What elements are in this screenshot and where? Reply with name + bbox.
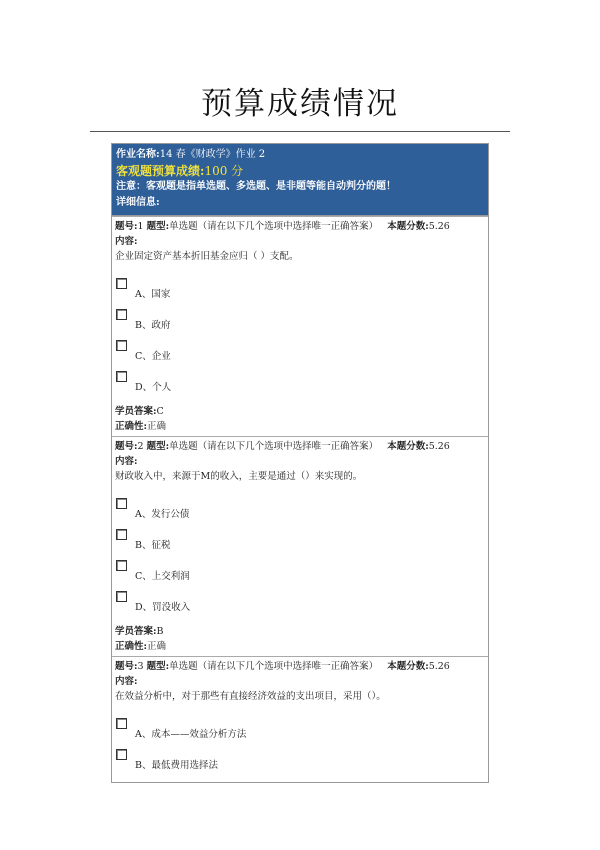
option-row[interactable] — [115, 718, 485, 749]
correctness-label: 正确性: — [115, 421, 148, 432]
correctness-value: 正确 — [147, 641, 167, 652]
content-label: 内容: — [115, 456, 138, 467]
checkbox-icon[interactable] — [116, 529, 127, 540]
assignment-name: 14 春《财政学》作业 2 — [159, 149, 266, 160]
qtype-label: 题型: — [146, 221, 170, 232]
results-table — [111, 143, 489, 783]
qtype-label: 题型: — [146, 441, 170, 452]
qno-label: 题号: — [115, 441, 138, 452]
checkbox-icon[interactable] — [116, 340, 127, 351]
student-answer: B — [156, 626, 164, 637]
question-number: 3 — [137, 661, 144, 672]
question-number: 1 — [137, 221, 144, 232]
question-stem: 在效益分析中，对于那些有直接经济效益的支出项目，采用（）。 — [115, 691, 386, 702]
option-label: C、上交利润 — [135, 571, 190, 582]
note-text: 注意：客观题是指单选题、多选题、是非题等能自动判分的题！ — [116, 181, 396, 192]
question-meta — [115, 219, 485, 234]
option-label: A、成本——效益分析方法 — [135, 729, 247, 740]
question-number: 2 — [137, 441, 144, 452]
question-type: 单选题（请在以下几个选项中选择唯一正确答案） — [169, 661, 379, 672]
student-answer: C — [156, 406, 164, 417]
correctness-value: 正确 — [147, 421, 167, 432]
option-label: A、发行公债 — [135, 509, 190, 520]
option-row[interactable] — [115, 371, 485, 402]
qscore-label: 本题分数: — [387, 441, 429, 452]
qno-label: 题号: — [115, 221, 138, 232]
option-row[interactable] — [115, 749, 485, 780]
qtype-label: 题型: — [146, 661, 170, 672]
option-label: B、政府 — [135, 320, 171, 331]
detail-label: 详细信息: — [116, 197, 160, 208]
content-label: 内容: — [115, 676, 138, 687]
question-score: 5.26 — [428, 441, 450, 452]
question-score: 5.26 — [428, 661, 450, 672]
option-label: D、个人 — [135, 382, 172, 393]
question-stem: 企业固定资产基本折旧基金应归（ ）支配。 — [115, 251, 299, 262]
option-row[interactable] — [115, 529, 485, 560]
option-row[interactable] — [115, 309, 485, 340]
score-label: 客观题预算成绩: — [116, 164, 205, 178]
assignment-row — [116, 147, 484, 163]
checkbox-icon[interactable] — [116, 718, 127, 729]
score-row — [116, 163, 484, 179]
qscore-label: 本题分数: — [387, 221, 429, 232]
option-label: B、最低费用选择法 — [135, 760, 218, 771]
option-row[interactable] — [115, 560, 485, 591]
option-label: D、罚没收入 — [135, 602, 191, 613]
question-block — [112, 436, 488, 656]
option-label: C、企业 — [135, 351, 171, 362]
checkbox-icon[interactable] — [116, 749, 127, 760]
page-title: 预算成绩情况 — [201, 86, 399, 122]
question-block — [112, 216, 488, 436]
question-score: 5.26 — [428, 221, 450, 232]
checkbox-icon[interactable] — [116, 560, 127, 571]
checkbox-icon[interactable] — [116, 371, 127, 382]
score-value: 100 分 — [204, 164, 244, 178]
answer-block — [115, 404, 485, 434]
question-block — [112, 656, 488, 782]
answer-label: 学员答案: — [115, 626, 157, 637]
checkbox-icon[interactable] — [116, 309, 127, 320]
question-type: 单选题（请在以下几个选项中选择唯一正确答案） — [169, 221, 379, 232]
answer-block — [115, 624, 485, 654]
option-row[interactable] — [115, 278, 485, 309]
summary-header — [112, 144, 488, 216]
question-type: 单选题（请在以下几个选项中选择唯一正确答案） — [169, 441, 379, 452]
checkbox-icon[interactable] — [116, 278, 127, 289]
content-label: 内容: — [115, 236, 138, 247]
question-meta — [115, 439, 485, 454]
checkbox-icon[interactable] — [116, 498, 127, 509]
qscore-label: 本题分数: — [387, 661, 429, 672]
title-divider — [90, 131, 510, 132]
correctness-label: 正确性: — [115, 641, 148, 652]
question-meta — [115, 659, 485, 674]
checkbox-icon[interactable] — [116, 591, 127, 602]
assignment-label: 作业名称: — [116, 149, 160, 160]
option-row[interactable] — [115, 591, 485, 622]
question-stem: 财政收入中，来源于M的收入，主要是通过（）来实现的。 — [115, 471, 363, 482]
option-row[interactable] — [115, 498, 485, 529]
qno-label: 题号: — [115, 661, 138, 672]
option-label: A、国家 — [135, 289, 171, 300]
answer-label: 学员答案: — [115, 406, 157, 417]
option-row[interactable] — [115, 340, 485, 371]
option-label: B、征税 — [135, 540, 171, 551]
